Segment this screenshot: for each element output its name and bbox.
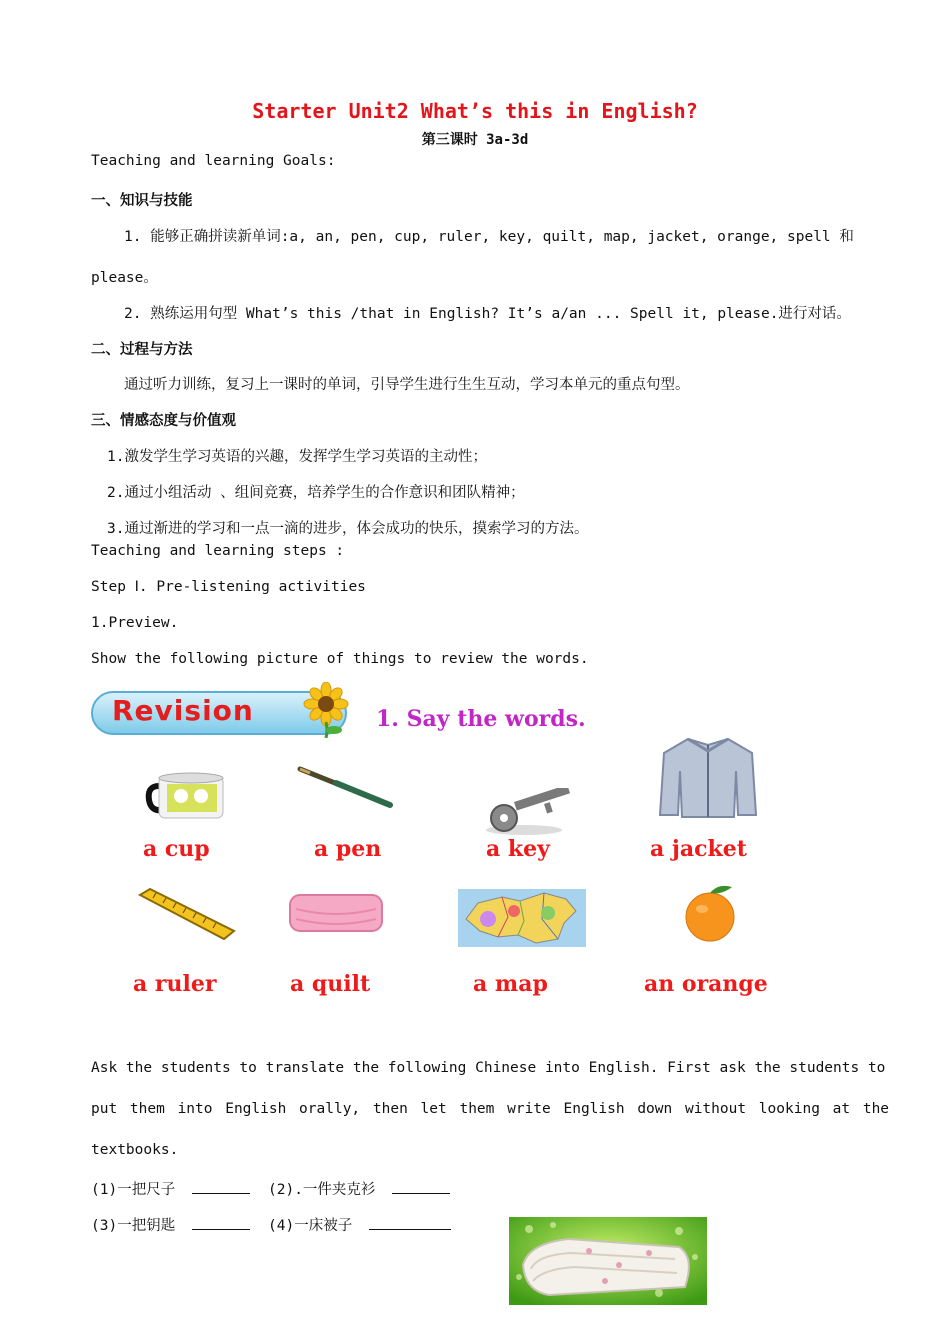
- exercise-line-1: Ask the students to translate the following Chinese into English. First ask the students to: [91, 1060, 886, 1076]
- question-3: [91, 1214, 250, 1235]
- knowledge-item-1-cont: please。: [91, 270, 158, 286]
- key-icon: [484, 788, 576, 836]
- page-title: Starter Unit2 What’s this in English?: [252, 99, 698, 123]
- step-1-heading: Step Ⅰ. Pre-listening activities: [91, 579, 366, 595]
- word-quilt: a quilt: [290, 971, 371, 997]
- ruler-icon: [136, 887, 236, 943]
- word-cup: a cup: [143, 836, 210, 862]
- word-key: a key: [486, 836, 550, 862]
- lesson-subtitle: 第三课时 3a-3d: [421, 132, 529, 148]
- question-2-label: (2).一件夹克衫: [268, 1182, 376, 1198]
- process-text: 通过听力训练，复习上一课时的单词，引导学生进行生生互动，学习本单元的重点句型。: [124, 377, 690, 393]
- steps-heading: Teaching and learning steps :: [91, 543, 345, 559]
- question-1: [91, 1178, 250, 1199]
- preview-instruction: Show the following picture of things to review the words.: [91, 651, 589, 667]
- answer-blank-1[interactable]: [192, 1179, 250, 1194]
- word-ruler: a ruler: [133, 971, 217, 997]
- exercise-line-2: put them into English orally, then let them write English down without looking at the: [91, 1101, 890, 1117]
- say-words-instruction: 1. Say the words.: [376, 706, 586, 732]
- answer-blank-3[interactable]: [192, 1215, 250, 1230]
- process-heading: 二、过程与方法: [91, 342, 193, 358]
- word-jacket: a jacket: [650, 836, 747, 862]
- preview-heading: 1.Preview.: [91, 615, 179, 631]
- answer-blank-2[interactable]: [392, 1179, 450, 1194]
- goals-heading: Teaching and learning Goals:: [91, 153, 336, 169]
- question-2: [268, 1178, 450, 1199]
- question-4: [268, 1214, 451, 1235]
- pen-icon: [296, 763, 396, 811]
- word-pen: a pen: [314, 836, 382, 862]
- attitude-heading: 三、情感态度与价值观: [91, 413, 236, 429]
- word-map: a map: [473, 971, 548, 997]
- attitude-item-3: 3.通过渐进的学习和一点一滴的进步，体会成功的快乐，摸索学习的方法。: [107, 521, 589, 537]
- quilt-icon: [288, 891, 384, 935]
- attitude-item-1: 1.激发学生学习英语的兴趣，发挥学生学习英语的主动性；: [107, 449, 487, 465]
- sunflower-icon: [302, 682, 352, 738]
- answer-blank-4[interactable]: [369, 1215, 451, 1230]
- quilt-photo: [509, 1217, 707, 1305]
- word-orange: an orange: [644, 971, 768, 997]
- question-1-label: (1)一把尺子: [91, 1182, 176, 1198]
- question-3-label: (3)一把钥匙: [91, 1218, 176, 1234]
- map-icon: [458, 889, 586, 947]
- attitude-item-2: 2.通过小组活动 、组间竞赛，培养学生的合作意识和团队精神；: [107, 485, 525, 501]
- cup-icon: [145, 770, 227, 822]
- question-4-label: (4)一床被子: [268, 1218, 353, 1234]
- orange-icon: [674, 883, 748, 943]
- knowledge-heading: 一、知识与技能: [91, 193, 193, 209]
- knowledge-item-1: 1. 能够正确拼读新单词:a, an, pen, cup, ruler, key, quilt, map, jacket, orange, spell 和: [124, 229, 854, 245]
- knowledge-item-2: 2. 熟练运用句型 What’s this /that in English? It’s a/an ... Spell it, please.进行对话。: [124, 306, 851, 322]
- jacket-icon: [658, 735, 758, 819]
- exercise-line-3: textbooks.: [91, 1142, 179, 1158]
- revision-badge-label: Revision: [112, 694, 254, 727]
